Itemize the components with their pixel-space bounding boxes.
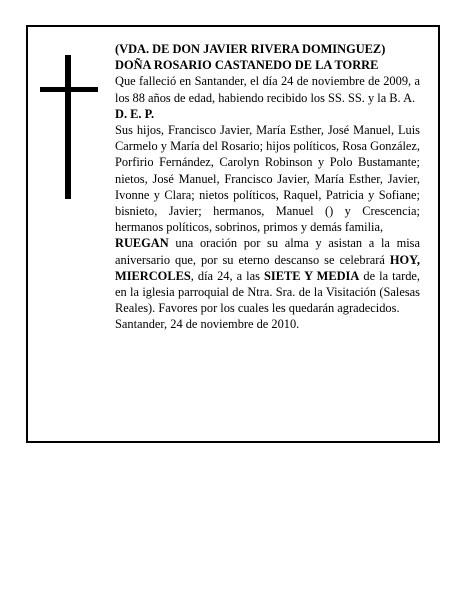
mass-time: SIETE Y MEDIA [264, 268, 360, 283]
mass-request [115, 235, 420, 316]
deceased-name: DOÑA ROSARIO CASTANEDO DE LA TORRE [115, 58, 379, 73]
mass-location: de la tarde, en la iglesia parroquial de Ntra. Sra. de la Visitación (Salesas Reales). Favores por los cuales les quedarán agradecidos. [115, 268, 420, 316]
cross-icon [40, 55, 98, 199]
request-text: una oración por su alma y asistan a la misa aniversario que, por su eterno descanso se celebrará [115, 236, 420, 267]
ruegan-label: RUEGAN [115, 236, 169, 251]
death-info: Que falleció en Santander, el día 24 de noviembre de 2009, a los 88 años de edad, habiendo recibido los SS. SS. y la B. A. [115, 74, 420, 105]
widow-of-line: (VDA. DE DON JAVIER RIVERA DOMINGUEZ) [115, 42, 386, 56]
notice-body [115, 41, 420, 333]
dep-line: D. E. P. [115, 106, 155, 121]
cross-horizontal-bar [40, 87, 98, 92]
cross-vertical-bar [65, 55, 71, 199]
obituary-notice [26, 25, 440, 443]
mass-day-rest: , día 24, a las [190, 268, 264, 283]
closing-date: Santander, 24 de noviembre de 2010. [115, 317, 300, 332]
family-list: Sus hijos, Francisco Javier, María Esther, José Manuel, Luis Carmelo y María del Rosario; hijos políticos, Rosa González, Porfirio Fernández, Carolyn Robinson y Polo Bustamante; nietos, José Manuel, Francisco Javier, María Esther, Javier, Ivonne y Clara; nietos políticos, Raquel, Patricia y Sofiane; bisnieto, Javier; hermanos, Manuel () y Crescencia; hermanos políticos, sobrinos, primos y demás familia, [115, 123, 420, 235]
mass-day: HOY, MIERCOLES [115, 252, 420, 283]
